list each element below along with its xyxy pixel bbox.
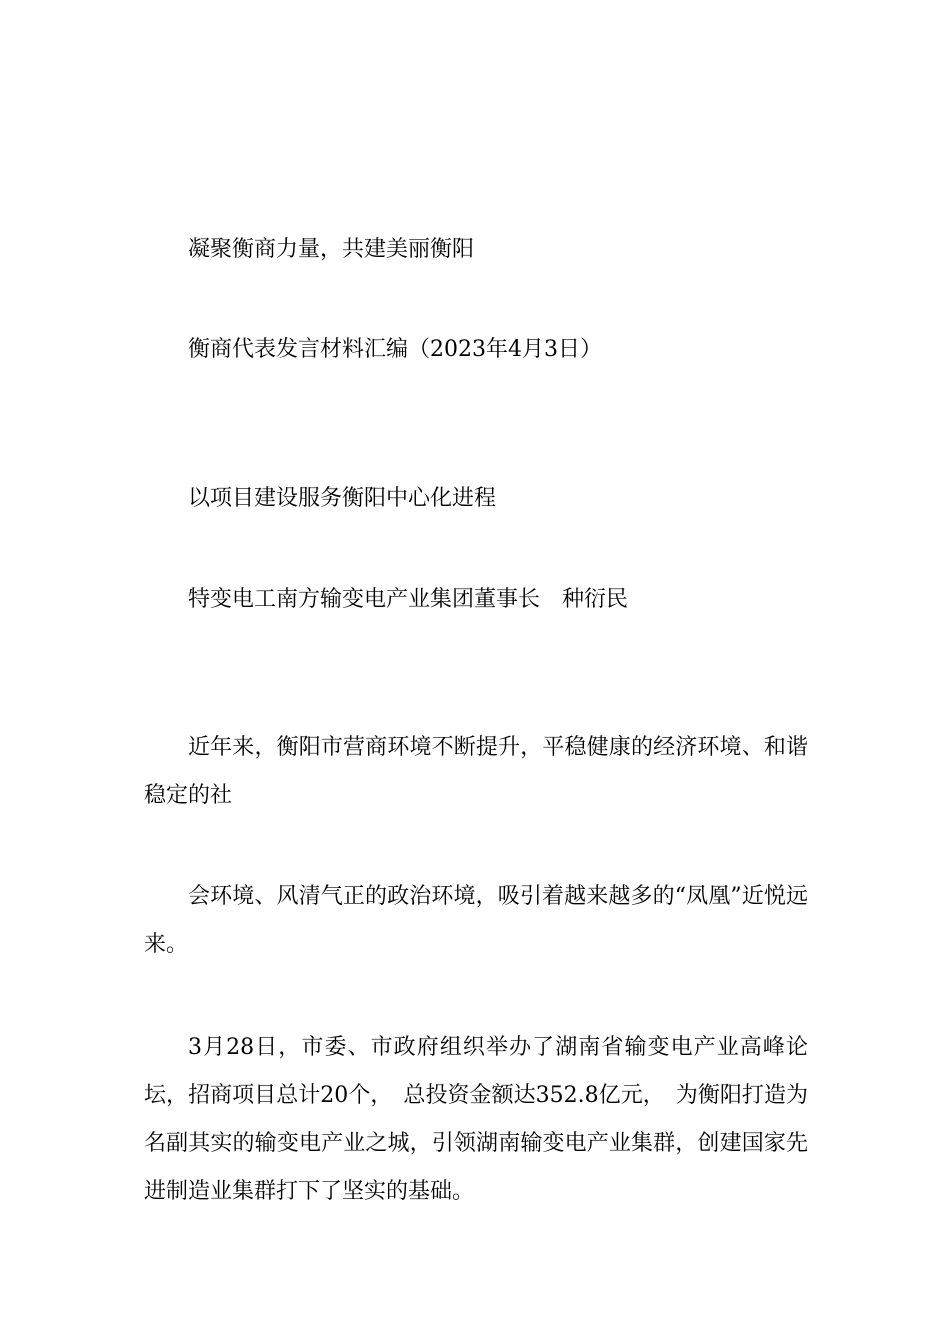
body-paragraph-3: 3月28日，市委、市政府组织举办了湖南省输变电产业高峰论坛，招商项目总计20个， 总投资金额达352.8亿元， 为衡阳打造为名副其实的输变电产业之城，引领湖南输变电产业集群，创建国家先进制造业集群打下了坚实的基础。 xyxy=(144,1035,808,1204)
document-subtitle: 衡商代表发言材料汇编（2023年4月3日） xyxy=(188,337,602,362)
speech-heading: 以项目建设服务衡阳中心化进程 xyxy=(188,486,497,511)
speech-speaker: 特变电工南方输变电产业集团董事长 种衍民 xyxy=(188,587,629,612)
document-title: 凝聚衡商力量，共建美丽衡阳 xyxy=(188,237,475,262)
body-paragraph-1: 近年来，衡阳市营商环境不断提升，平稳健康的经济环境、和谐稳定的社 xyxy=(144,735,808,808)
body-paragraph-2: 会环境、风清气正的政治环境，吸引着越来越多的“凤凰”近悦远来。 xyxy=(144,884,808,957)
